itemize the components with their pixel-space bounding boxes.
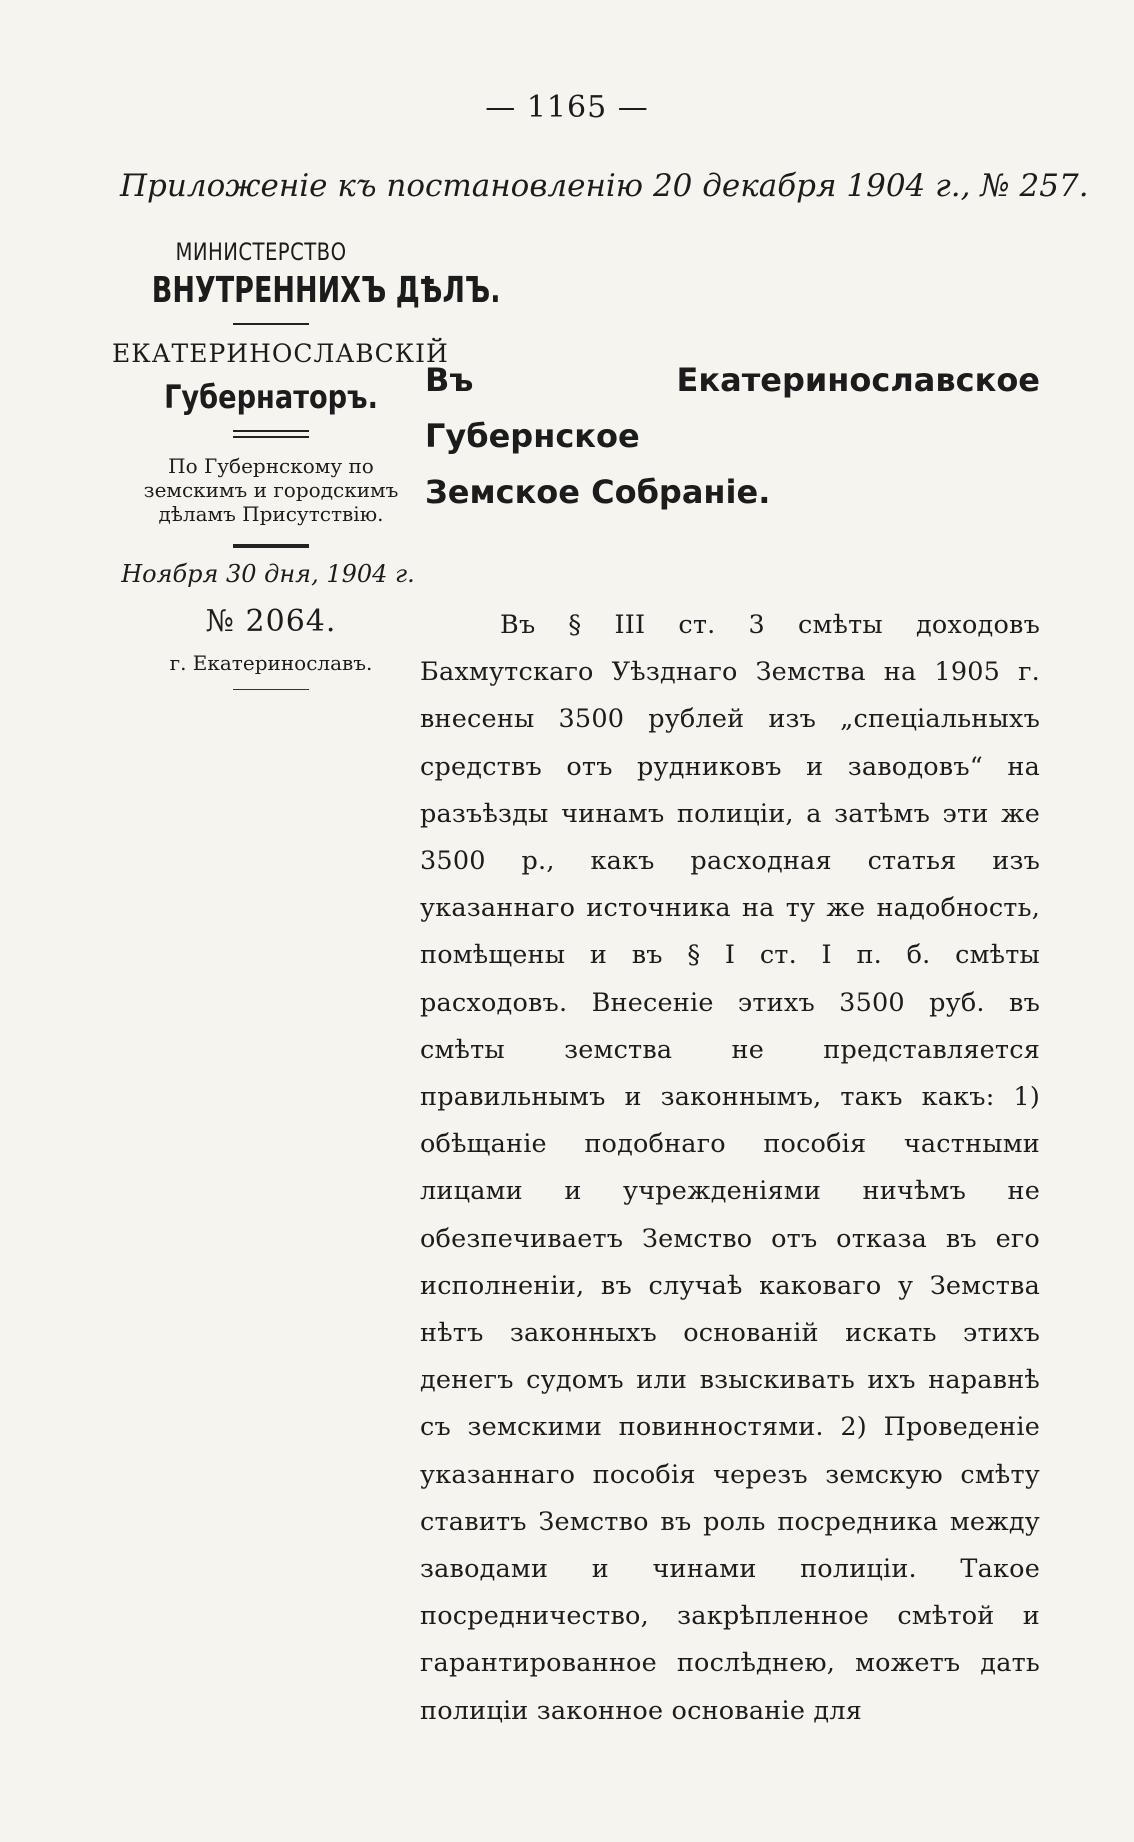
addressee-line-2: Земское Собраніе. — [425, 473, 771, 511]
ministry-name: ВНУТРЕННИХЪ ДѢЛЪ. — [151, 270, 501, 311]
addressee — [425, 352, 1040, 520]
thin-divider — [233, 689, 309, 690]
document-date: Ноября 30 дня, 1904 г. — [121, 560, 415, 588]
document-number: № 2064. — [205, 604, 337, 639]
department-name: По Губернскому по земскимъ и городскимъ дѣламъ Присутствію. — [143, 454, 399, 526]
governor-title: Губернаторъ. — [164, 378, 378, 416]
divider — [233, 323, 309, 325]
page-number: — 1165 — — [485, 90, 649, 125]
governor-office: ЕКАТЕРИНОСЛАВСКІЙ — [112, 339, 449, 368]
double-divider — [233, 430, 309, 438]
thick-divider — [233, 544, 309, 548]
letterhead-block — [112, 238, 501, 690]
appendix-heading: Приложеніе къ постановленію 20 декабря 1904 г., № 257. — [120, 168, 1089, 204]
ministry-label: МИНИСТЕРСТВО — [175, 238, 347, 266]
body-paragraph: Въ § III ст. 3 смѣты доходовъ Бахмутскаго Уѣзднаго Земства на 1905 г. внесены 3500 рублей изъ „спеціальныхъ средствъ отъ рудниковъ и заводовъ“ на разъѣзды чинамъ полиціи, а затѣмъ эти же 3500 р., какъ расходная статья изъ указаннаго источника на ту же надобность, помѣщены и въ § I ст. I п. б. смѣты расходовъ. Внесеніе этихъ 3500 руб. въ смѣты земства не представляется правильнымъ и законнымъ, такъ какъ: 1) обѣщаніе подобнаго пособія частными лицами и учрежденіями ничѣмъ не обезпечиваетъ Земство отъ отказа въ его исполненіи, въ случаѣ каковаго у Земства нѣтъ законныхъ основаній искать этихъ денегъ судомъ или взыскивать ихъ наравнѣ съ земскими повинностями. 2) Проведеніе указаннаго пособія черезъ земскую смѣту ставитъ Земство въ роль посредника между заводами и чинами полиціи. Такое посредничество, закрѣпленное смѣтой и гарантированное послѣднею, можетъ дать полиціи законное основаніе для — [420, 610, 1040, 1726]
document-city: г. Екатеринославъ. — [169, 651, 373, 675]
addressee-line-1: Въ Екатеринославское Губернское — [425, 361, 1040, 455]
